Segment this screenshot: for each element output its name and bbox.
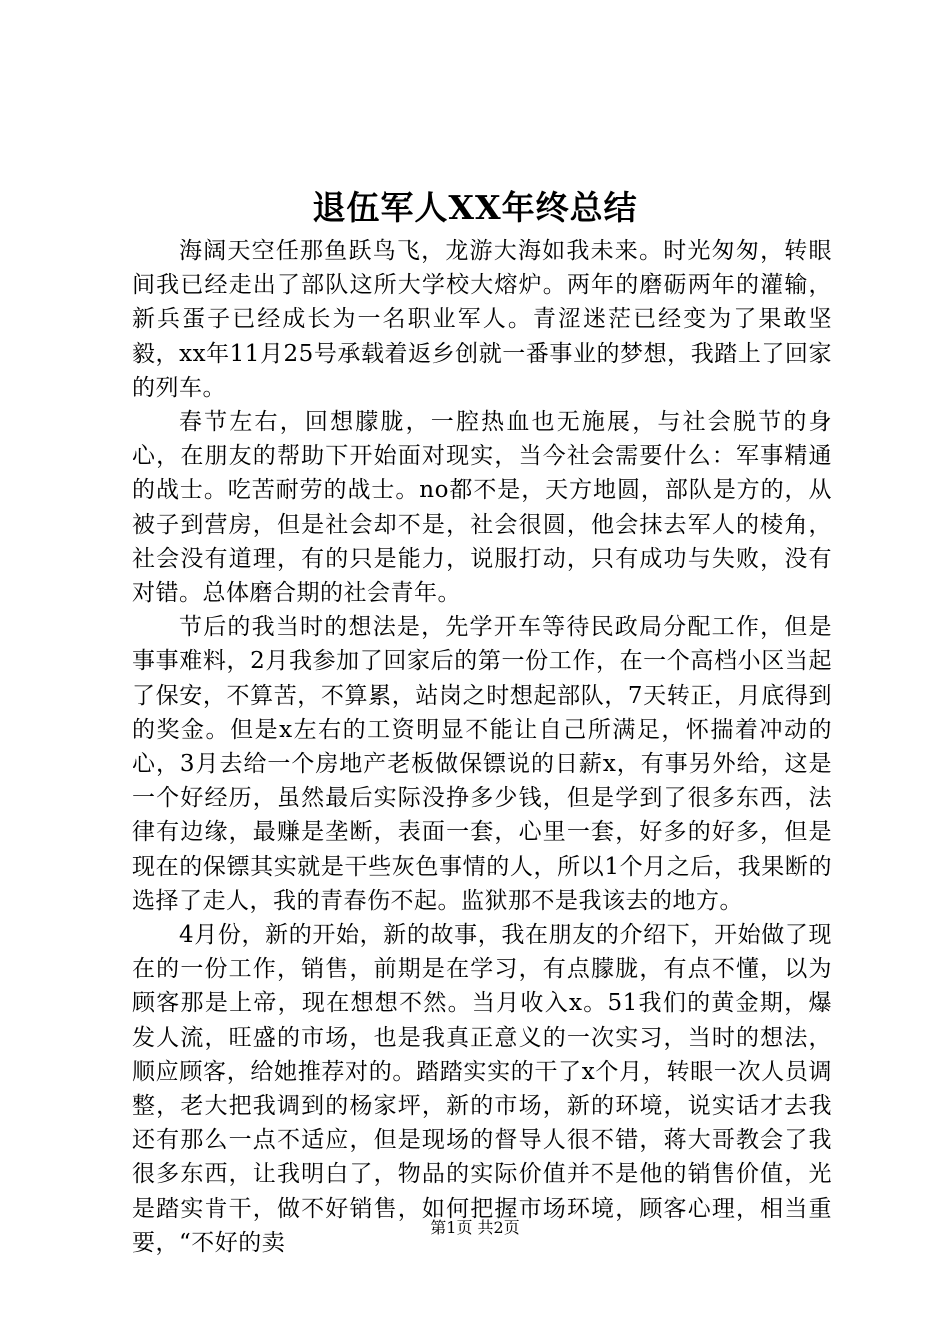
paragraph-2: 春节左右，回想朦胧，一腔热血也无施展，与社会脱节的身心，在朋友的帮助下开始面对现实，当今社会需要什么：军事精通的战士。吃苦耐劳的战士。no都不是，天方地圆，部队是方的，从被子到营房，但是社会却不是，社会很圆，他会抹去军人的棱角，社会没有道理，有的只是能力，说服打动，只有成功与失败，没有对错。总体磨合期的社会青年。	[132, 409, 832, 607]
document-body	[132, 234, 832, 1260]
paragraph-4: 4月份，新的开始，新的故事，我在朋友的介绍下，开始做了现在的一份工作，销售，前期是在学习，有点朦胧，有点不懂，以为顾客那是上帝，现在想想不然。当月收入x。51我们的黄金期，爆发人流，旺盛的市场，也是我真正意义的一次实习，当时的想法，顺应顾客，给她推荐对的。踏踏实实的干了x个月，转眼一次人员调整，老大把我调到的杨家坪，新的市场，新的环境，说实话才去我还有那么一点不适应，但是现场的督导人很不错，蒋大哥教会了我很多东西，让我明白了，物品的实际价值并不是他的销售价值，光是踏实肯干，做不好销售，如何把握市场环境，顾客心理，相当重要，“不好的卖	[132, 922, 832, 1256]
page-number-footer: 第1页 共2页	[430, 1218, 520, 1237]
paragraph-3: 节后的我当时的想法是，先学开车等待民政局分配工作，但是事事难料，2月我参加了回家后的第一份工作，在一个高档小区当起了保安，不算苦，不算累，站岗之时想起部队，7天转正，月底得到的奖金。但是x左右的工资明显不能让自己所满足，怀揣着冲动的心，3月去给一个房地产老板做保镖说的日薪x，有事另外给，这是一个好经历，虽然最后实际没挣多少钱，但是学到了很多东西，法律有边缘，最赚是垄断，表面一套，心里一套，好多的好多，但是现在的保镖其实就是干些灰色事情的人，所以1个月之后，我果断的选择了走人，我的青春伤不起。监狱那不是我该去的地方。	[132, 614, 832, 914]
document-title: 退伍军人XX年终总结	[312, 188, 638, 227]
paragraph-1: 海阔天空任那鱼跃鸟飞，龙游大海如我未来。时光匆匆，转眼间我已经走出了部队这所大学校大熔炉。两年的磨砺两年的灌输，新兵蛋子已经成长为一名职业军人。青涩迷茫已经变为了果敢坚毅，xx年11月25号承载着返乡创就一番事业的梦想，我踏上了回家的列车。	[132, 238, 832, 401]
